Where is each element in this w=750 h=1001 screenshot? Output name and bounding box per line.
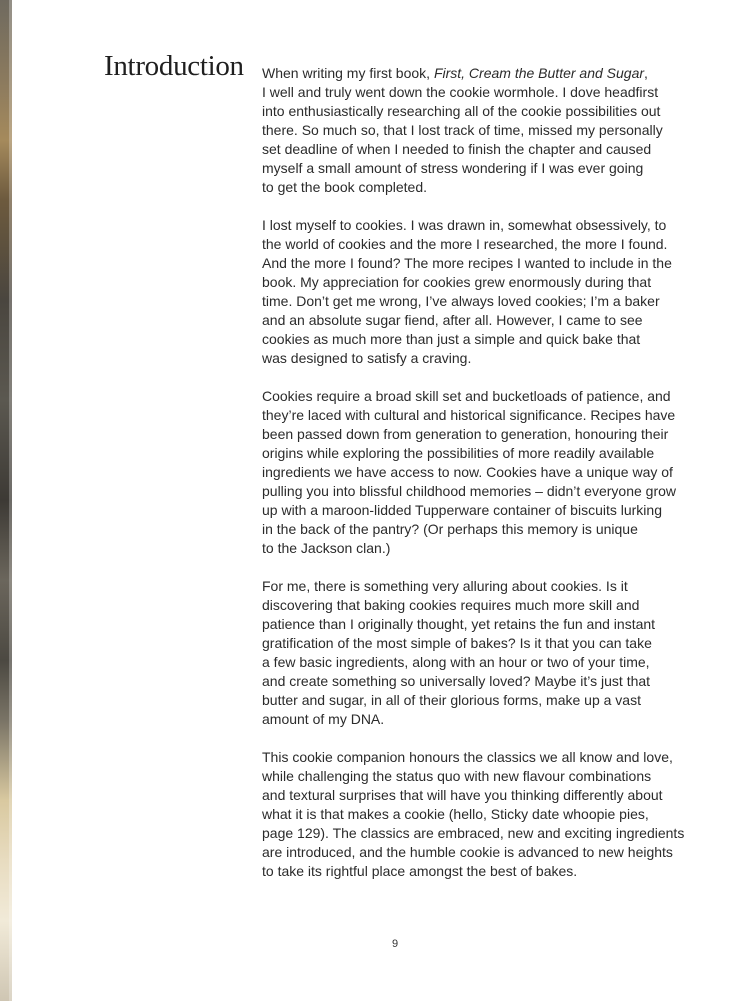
paragraph-5: [262, 748, 732, 881]
text-segment: ,: [644, 65, 648, 81]
text-line: are introduced, and the humble cookie is advanced to new heights: [262, 844, 673, 860]
text-line: [262, 64, 732, 83]
text-line: what it is that makes a cookie (hello, Sticky date whoopie pies,: [262, 806, 649, 822]
text-line: myself a small amount of stress wondering if I was ever going: [262, 160, 644, 176]
text-line: pulling you into blissful childhood memories – didn’t everyone grow: [262, 483, 677, 499]
paragraph-3: [262, 387, 732, 558]
text-line: gratification of the most simple of bakes? Is it that you can take: [262, 635, 652, 651]
text-line: and textural surprises that will have you thinking differently about: [262, 787, 663, 803]
text-line: to take its rightful place amongst the best of bakes.: [262, 863, 578, 879]
text-line: I lost myself to cookies. I was drawn in, somewhat obsessively, to: [262, 217, 667, 233]
text-line: been passed down from generation to generation, honouring their: [262, 426, 669, 442]
text-line: book. My appreciation for cookies grew enormously during that: [262, 274, 652, 290]
text-line: while challenging the status quo with new flavour combinations: [262, 768, 652, 784]
text-line: And the more I found? The more recipes I wanted to include in the: [262, 255, 672, 271]
text-segment: When writing my first book,: [262, 65, 434, 81]
paragraph-2: [262, 216, 732, 368]
text-line: set deadline of when I needed to finish the chapter and caused: [262, 141, 652, 157]
text-line: they’re laced with cultural and historical significance. Recipes have: [262, 407, 676, 423]
text-line: This cookie companion honours the classics we all know and love,: [262, 749, 673, 765]
paragraph-4: [262, 577, 732, 729]
book-title: First, Cream the Butter and Sugar: [433, 65, 645, 81]
text-line: and an absolute sugar fiend, after all. However, I came to see: [262, 312, 643, 328]
text-line: For me, there is something very alluring about cookies. Is it: [262, 578, 628, 594]
text-line: time. Don’t get me wrong, I’ve always loved cookies; I’m a baker: [262, 293, 660, 309]
text-line: I well and truly went down the cookie wormhole. I dove headfirst: [262, 84, 659, 100]
text-line: Cookies require a broad skill set and bucketloads of patience, and: [262, 388, 671, 404]
text-line: discovering that baking cookies requires much more skill and: [262, 597, 640, 613]
text-line: to get the book completed.: [262, 179, 427, 195]
text-line: to the Jackson clan.): [262, 540, 391, 556]
text-line: into enthusiastically researching all of the cookie possibilities out: [262, 103, 661, 119]
text-line: in the back of the pantry? (Or perhaps this memory is unique: [262, 521, 638, 537]
paragraph-1: [262, 64, 732, 197]
text-line: page 129). The classics are embraced, new and exciting ingredients: [262, 825, 685, 841]
text-line: amount of my DNA.: [262, 711, 385, 727]
text-line: ingredients we have access to now. Cookies have a unique way of: [262, 464, 673, 480]
chapter-title: Introduction: [104, 50, 244, 82]
text-line: was designed to satisfy a craving.: [262, 350, 472, 366]
text-line: and create something so universally loved? Maybe it’s just that: [262, 673, 651, 689]
body-text: [262, 64, 732, 900]
facing-page-photo-edge: [0, 0, 12, 1001]
page-number: 9: [391, 938, 399, 950]
text-line: cookies as much more than just a simple and quick bake that: [262, 331, 641, 347]
text-line: up with a maroon-lidded Tupperware container of biscuits lurking: [262, 502, 662, 518]
text-line: origins while exploring the possibilities of more readily available: [262, 445, 655, 461]
text-line: the world of cookies and the more I researched, the more I found.: [262, 236, 668, 252]
text-line: patience than I originally thought, yet retains the fun and instant: [262, 616, 656, 632]
text-line: a few basic ingredients, along with an hour or two of your time,: [262, 654, 650, 670]
text-line: there. So much so, that I lost track of time, missed my personally: [262, 122, 663, 138]
text-line: butter and sugar, in all of their glorious forms, make up a vast: [262, 692, 641, 708]
